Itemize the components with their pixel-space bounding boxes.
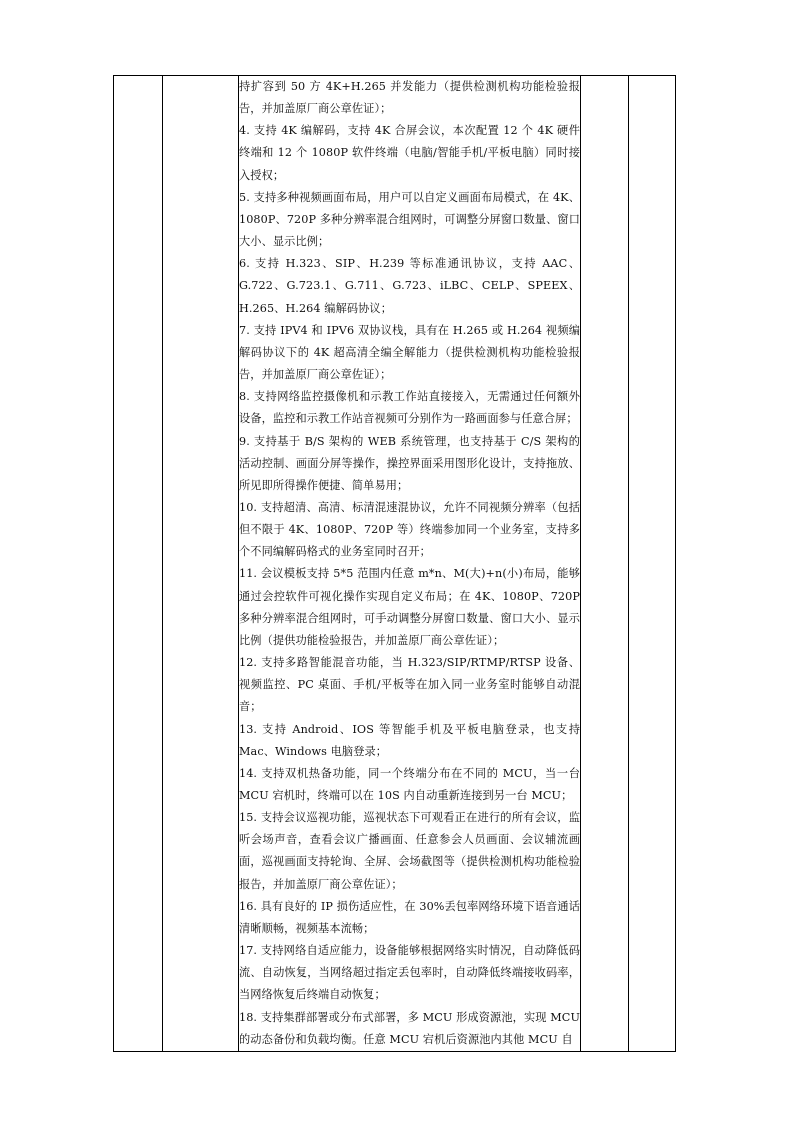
spec-paragraph: 17. 支持网络自适应能力，设备能够根据网络实时情况，自动降低码流、自动恢复，当网络超过指定丢包率时，自动降低终端接收码率，当网络恢复后终端自动恢复；	[239, 944, 580, 1002]
spec-paragraph: 16. 具有良好的 IP 损伤适应性，在 30%丢包率网络环境下语音通话清晰顺畅，视频基本流畅；	[239, 899, 580, 935]
quantity-cell	[581, 76, 629, 1052]
spec-paragraph: 18. 支持集群部署或分布式部署，多 MCU 形成资源池，实现 MCU 的动态备份和负载均衡。任意 MCU 宕机后资源池内其他 MCU 自	[239, 1010, 580, 1046]
spec-paragraph: 10. 支持超清、高清、标清混速混协议，允许不同视频分辨率（包括但不限于 4K、1080P、720P 等）终端参加同一个业务室，支持多个不同编解码格式的业务室同时召开；	[239, 500, 580, 559]
spec-paragraph: 12. 支持多路智能混音功能，当 H.323/SIP/RTMP/RTSP 设备、视频监控、PC 桌面、手机/平板等在加入同一业务室时能够自动混音；	[239, 656, 580, 714]
spec-paragraph: 14. 支持双机热备功能，同一个终端分布在不同的 MCU，当一台 MCU 宕机时，终端可以在 10S 内自动重新连接到另一台 MCU；	[239, 766, 580, 802]
index-cell	[114, 76, 163, 1052]
table-row	[114, 76, 676, 1052]
unit-cell	[629, 76, 676, 1052]
spec-paragraph: 11. 会议模板支持 5*5 范围内任意 m*n、M(大)+n(小)布局，能够通过会控软件可视化操作实现自定义布局；在 4K、1080P、720P 多种分辨率混合组网时，可手动调整分屏窗口数量、窗口大小、显示比例（提供功能检验报告，并加盖原厂商公章佐证）；	[239, 567, 580, 647]
spec-paragraph: 15. 支持会议巡视功能，巡视状态下可观看正在进行的所有会议，监听会场声音，查看会议广播画面、任意参会人员画面、会议辅流画面，巡视画面支持轮询、全屏、会场截图等（提供检测机构功能检验报告，并加盖原厂商公章佐证）；	[239, 811, 580, 891]
spec-paragraph: 6. 支持 H.323、SIP、H.239 等标准通讯协议，支持 AAC、G.722、G.723.1、G.711、G.723、iLBC、CELP、SPEEX、H.265、H.264 编解码协议；	[239, 257, 580, 315]
spec-paragraph: 13. 支持 Android、IOS 等智能手机及平板电脑登录，也支持 Mac、Windows 电脑登录；	[239, 722, 580, 758]
item-name-cell	[163, 76, 239, 1052]
spec-content-cell	[239, 76, 581, 1052]
spec-paragraph: 8. 支持网络监控摄像机和示教工作站直接接入，无需通过任何额外设备，监控和示教工作站音视频可分别作为一路画面参与任意合屏；	[239, 390, 580, 426]
spec-paragraph: 持扩容到 50 方 4K+H.265 并发能力（提供检测机构功能检验报告，并加盖原厂商公章佐证）；	[239, 80, 580, 116]
spec-paragraph: 7. 支持 IPV4 和 IPV6 双协议栈，具有在 H.265 或 H.264 视频编解码协议下的 4K 超高清全编全解能力（提供检测机构功能检验报告，并加盖原厂商公章佐证）；	[239, 323, 580, 382]
spec-table	[113, 75, 676, 1052]
spec-paragraph: 5. 支持多种视频画面布局，用户可以自定义画面布局模式，在 4K、1080P、720P 多种分辨率混合组网时，可调整分屏窗口数量、窗口大小、显示比例；	[239, 190, 580, 249]
spec-paragraph: 4. 支持 4K 编解码，支持 4K 合屏会议，本次配置 12 个 4K 硬件终端和 12 个 1080P 软件终端（电脑/智能手机/平板电脑）同时接入授权；	[239, 124, 580, 182]
spec-paragraph: 9. 支持基于 B/S 架构的 WEB 系统管理，也支持基于 C/S 架构的活动控制、画面分屏等操作，操控界面采用图形化设计，支持拖放、所见即所得操作便捷、简单易用；	[239, 434, 580, 492]
